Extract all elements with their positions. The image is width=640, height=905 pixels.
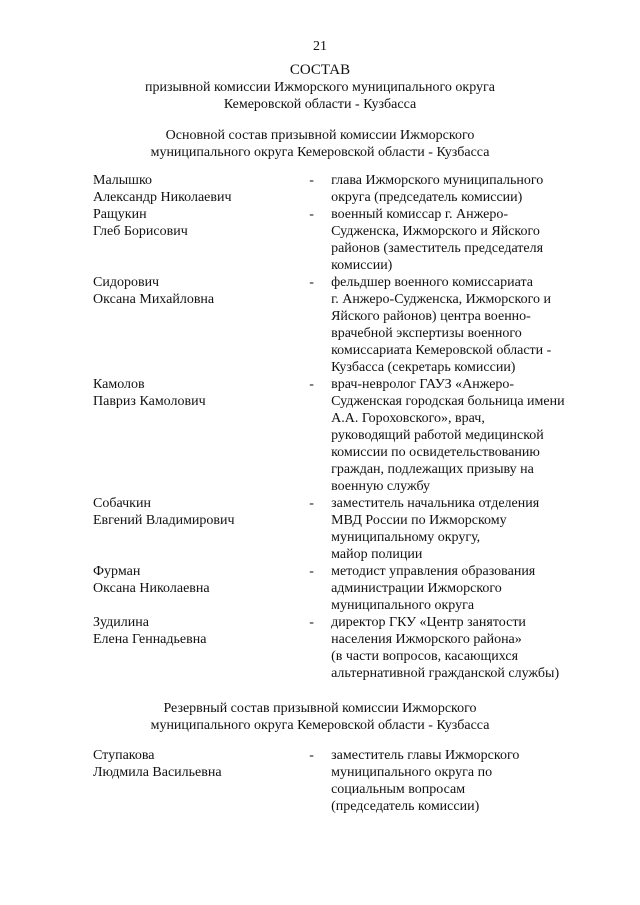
member-dash: - <box>309 377 314 392</box>
member-row <box>93 206 593 274</box>
member-name <box>93 614 309 682</box>
member-dash: - <box>309 275 314 290</box>
heading-line: муниципального округа Кемеровской области - Кузбасса <box>150 145 490 160</box>
main-members-list <box>93 172 593 682</box>
member-name-line: Евгений Владимирович <box>93 513 235 528</box>
member-role-line: администрации Ижморского <box>331 581 502 596</box>
member-dash: - <box>309 496 314 511</box>
member-role-line: руководящий работой медицинской <box>331 428 544 443</box>
member-name <box>93 274 309 376</box>
member-row <box>93 747 593 815</box>
member-role-line: военный комиссар г. Анжеро- <box>331 207 508 222</box>
member-role-line: комиссии) <box>331 258 393 273</box>
member-role-line: муниципального округа <box>331 598 475 613</box>
member-name-line: Глеб Борисович <box>93 224 188 239</box>
member-role-line: комиссии по освидетельствованию <box>331 445 540 460</box>
member-role-line: военную службу <box>331 479 431 494</box>
title-line: СОСТАВ <box>289 62 351 78</box>
member-name <box>93 747 309 815</box>
member-name-line: Елена Геннадьевна <box>93 632 207 647</box>
member-name-line: Александр Николаевич <box>93 190 232 205</box>
member-name-line: Камолов <box>93 377 145 392</box>
member-role-line: граждан, подлежащих призыву на <box>331 462 534 477</box>
member-role-line: округа (председатель комиссии) <box>331 190 523 205</box>
member-name-line: Оксана Николаевна <box>93 581 210 596</box>
member-role-line: районов (заместитель председателя <box>331 241 544 256</box>
member-role-line: Судженска, Ижморского и Яйского <box>331 224 540 239</box>
member-name-line: Ращукин <box>93 207 147 222</box>
member-name-line: Зудилина <box>93 615 149 630</box>
member-name-line: Малышко <box>93 173 153 188</box>
member-role <box>331 563 593 614</box>
member-role-line: А.А. Гороховского», врач, <box>331 411 485 426</box>
member-row <box>93 614 593 682</box>
member-name <box>93 172 309 206</box>
member-dash: - <box>309 748 314 763</box>
member-role-line: методист управления образования <box>331 564 536 579</box>
title-line: призывной комиссии Ижморского муниципального округа <box>145 80 495 95</box>
member-role-line: населения Ижморского района» <box>331 632 522 647</box>
member-row <box>93 376 593 495</box>
member-role <box>331 495 593 563</box>
member-role-line: Яйского районов) центра военно- <box>331 309 531 324</box>
member-row <box>93 172 593 206</box>
member-dash: - <box>309 207 314 222</box>
member-role-line: врачебной экспертизы военного <box>331 326 522 341</box>
member-role-line: майор полиции <box>331 547 423 562</box>
member-name-line: Людмила Васильевна <box>93 765 222 780</box>
member-name-line: Собачкин <box>93 496 151 511</box>
member-role-line: Судженская городская больница имени <box>331 394 565 409</box>
member-role <box>331 206 593 274</box>
member-name-line: Сидорович <box>93 275 160 290</box>
member-role-line: фельдшер военного комиссариата <box>331 275 533 290</box>
member-role-line: директор ГКУ «Центр занятости <box>331 615 526 630</box>
member-name <box>93 563 309 614</box>
member-dash: - <box>309 564 314 579</box>
title-line: Кемеровской области - Кузбасса <box>223 97 417 112</box>
reserve-section-heading <box>0 700 640 734</box>
heading-line: муниципального округа Кемеровской области - Кузбасса <box>150 718 490 733</box>
reserve-members-list <box>93 747 593 815</box>
member-role-line: (в части вопросов, касающихся <box>331 649 519 664</box>
member-role-line: муниципальному округу, <box>331 530 481 545</box>
member-role-line: муниципального округа по <box>331 765 493 780</box>
member-role-line: заместитель начальника отделения <box>331 496 540 511</box>
member-dash: - <box>309 173 314 188</box>
member-role <box>331 274 593 376</box>
member-role <box>331 614 593 682</box>
member-name <box>93 495 309 563</box>
member-role-line: заместитель главы Ижморского <box>331 748 520 763</box>
member-role-line: МВД России по Ижморскому <box>331 513 507 528</box>
heading-line: Основной состав призывной комиссии Ижморского <box>165 128 475 143</box>
member-row <box>93 495 593 563</box>
member-role-line: социальным вопросам <box>331 782 466 797</box>
member-role-line: комиссариата Кемеровской области - <box>331 343 552 358</box>
member-dash: - <box>309 615 314 630</box>
member-role <box>331 172 593 206</box>
heading-line: Резервный состав призывной комиссии Ижморского <box>163 701 477 716</box>
member-role-line: Кузбасса (секретарь комиссии) <box>331 360 516 375</box>
member-role-line: глава Ижморского муниципального <box>331 173 544 188</box>
member-name-line: Ступакова <box>93 748 155 763</box>
member-role-line: врач-невролог ГАУЗ «Анжеро- <box>331 377 515 392</box>
member-row <box>93 563 593 614</box>
member-name-line: Павриз Камолович <box>93 394 206 409</box>
member-role-line: (председатель комиссии) <box>331 799 480 814</box>
document-title <box>0 62 640 113</box>
member-name-line: Фурман <box>93 564 141 579</box>
member-role-line: г. Анжеро-Судженска, Ижморского и <box>331 292 551 307</box>
member-name <box>93 376 309 495</box>
member-name <box>93 206 309 274</box>
main-section-heading <box>0 127 640 161</box>
member-role-line: альтернативной гражданской службы) <box>331 666 560 681</box>
member-name-line: Оксана Михайловна <box>93 292 215 307</box>
page-number: 21 <box>313 39 327 54</box>
member-role <box>331 747 593 815</box>
member-role <box>331 376 593 495</box>
member-row <box>93 274 593 376</box>
